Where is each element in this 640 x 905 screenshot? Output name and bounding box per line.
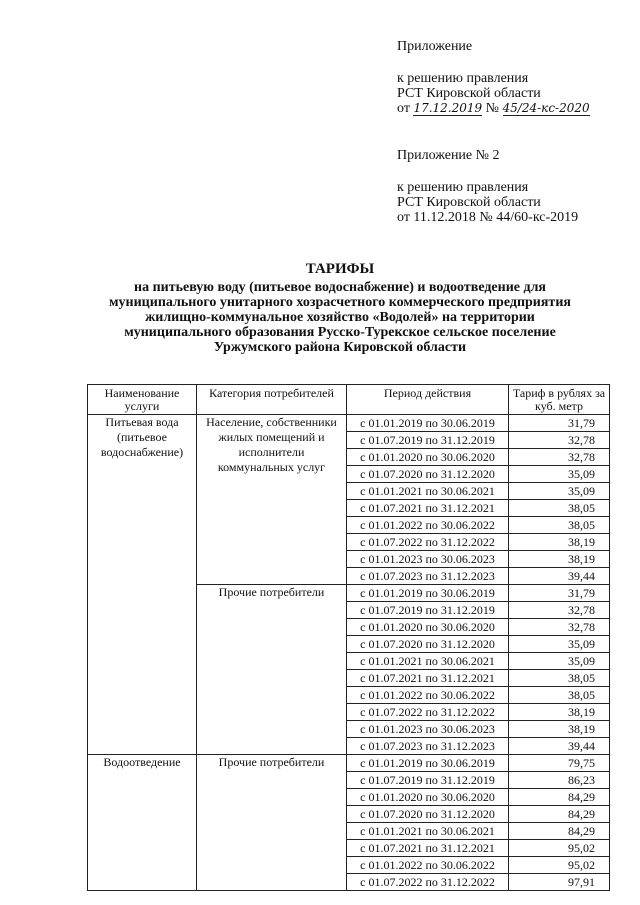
header-tariff: Тариф в рублях за куб. метр	[509, 385, 610, 415]
tariff-cell: 38,05	[509, 687, 610, 704]
tariff-cell: 32,78	[509, 602, 610, 619]
period-cell: с 01.01.2023 по 30.06.2023	[347, 551, 509, 568]
period-cell: с 01.07.2022 по 31.12.2022	[347, 534, 509, 551]
period-cell: с 01.01.2020 по 30.06.2020	[347, 789, 509, 806]
period-cell: с 01.07.2020 по 31.12.2020	[347, 636, 509, 653]
period-cell: с 01.01.2019 по 30.06.2019	[347, 755, 509, 772]
tariff-cell: 35,09	[509, 466, 610, 483]
category-cell: Прочие потребители	[197, 755, 347, 891]
tariff-cell: 79,75	[509, 755, 610, 772]
period-cell: с 01.07.2019 по 31.12.2019	[347, 772, 509, 789]
header-category: Категория потребителей	[197, 385, 347, 415]
tariff-cell: 35,09	[509, 483, 610, 500]
tariff-cell: 38,05	[509, 670, 610, 687]
title-line: на питьевую воду (питьевое водоснабжение) и водоотведение для	[134, 280, 546, 295]
tariff-cell: 84,29	[509, 789, 610, 806]
period-cell: с 01.07.2021 по 31.12.2021	[347, 840, 509, 857]
tariff-cell: 86,23	[509, 772, 610, 789]
service-cell: Питьевая вода (питьевое водоснабжение)	[88, 415, 197, 755]
tariff-cell: 38,19	[509, 534, 610, 551]
appendix2-label: Приложение № 2	[397, 148, 500, 163]
period-cell: с 01.07.2022 по 31.12.2022	[347, 874, 509, 891]
authority-line: РСТ Кировской области	[397, 195, 541, 210]
document-title	[60, 262, 620, 355]
tariff-cell: 38,05	[509, 500, 610, 517]
tariff-table	[87, 384, 610, 891]
appendix-label: Приложение	[397, 39, 473, 54]
tariff-cell: 38,05	[509, 517, 610, 534]
header-service: Наименование услуги	[88, 385, 197, 415]
tariff-cell: 32,78	[509, 449, 610, 466]
period-cell: с 01.07.2022 по 31.12.2022	[347, 704, 509, 721]
period-cell: с 01.01.2022 по 30.06.2022	[347, 857, 509, 874]
header-period: Период действия	[347, 385, 509, 415]
period-cell: с 01.07.2019 по 31.12.2019	[347, 602, 509, 619]
tariff-cell: 84,29	[509, 806, 610, 823]
period-cell: с 01.01.2020 по 30.06.2020	[347, 619, 509, 636]
table-header-row	[88, 385, 610, 415]
period-cell: с 01.07.2020 по 31.12.2020	[347, 806, 509, 823]
title-main: ТАРИФЫ	[305, 261, 375, 277]
handwritten-date: 17.12.2019	[413, 101, 483, 115]
table-row	[88, 415, 610, 432]
title-subtitle	[60, 280, 620, 355]
title-line: жилищно-коммунальное хозяйство «Водолей» на территории	[145, 310, 535, 325]
period-cell: с 01.01.2019 по 30.06.2019	[347, 585, 509, 602]
tariff-cell: 84,29	[509, 823, 610, 840]
title-line: муниципального образования Русско-Турекское сельское поселение	[124, 325, 556, 340]
tariff-cell: 39,44	[509, 738, 610, 755]
tariff-cell: 35,09	[509, 636, 610, 653]
tariff-cell: 39,44	[509, 568, 610, 585]
appendix2-header	[397, 148, 578, 225]
title-line: Уржумского района Кировской области	[213, 340, 467, 355]
decision-line: к решению правления	[397, 71, 529, 86]
service-cell: Водоотведение	[88, 755, 197, 891]
period-cell: с 01.01.2022 по 30.06.2022	[347, 517, 509, 534]
period-cell: с 01.07.2019 по 31.12.2019	[347, 432, 509, 449]
from-prefix: от	[397, 101, 410, 116]
period-cell: с 01.01.2023 по 30.06.2023	[347, 721, 509, 738]
appendix-header	[397, 39, 590, 116]
period-cell: с 01.07.2021 по 31.12.2021	[347, 670, 509, 687]
period-cell: с 01.01.2021 по 30.06.2021	[347, 653, 509, 670]
tariff-cell: 32,78	[509, 619, 610, 636]
period-cell: с 01.07.2020 по 31.12.2020	[347, 466, 509, 483]
table-body	[88, 415, 610, 891]
period-cell: с 01.01.2021 по 30.06.2021	[347, 483, 509, 500]
tariff-cell: 95,02	[509, 857, 610, 874]
table-row	[88, 755, 610, 772]
category-cell: Население, собственники жилых помещений и исполнители коммунальных услуг	[197, 415, 347, 585]
tariff-cell: 35,09	[509, 653, 610, 670]
decision-line: к решению правления	[397, 180, 529, 195]
period-cell: с 01.07.2021 по 31.12.2021	[347, 500, 509, 517]
authority-line: РСТ Кировской области	[397, 86, 541, 101]
tariff-cell: 32,78	[509, 432, 610, 449]
period-cell: с 01.01.2021 по 30.06.2021	[347, 823, 509, 840]
period-cell: с 01.07.2023 по 31.12.2023	[347, 568, 509, 585]
period-cell: с 01.01.2020 по 30.06.2020	[347, 449, 509, 466]
handwritten-number: 45/24-кс-2020	[502, 101, 590, 115]
tariff-cell: 38,19	[509, 704, 610, 721]
period-cell: с 01.01.2019 по 30.06.2019	[347, 415, 509, 432]
tariff-cell: 31,79	[509, 415, 610, 432]
number-prefix: №	[485, 101, 500, 116]
decree-ref-line	[397, 101, 590, 116]
tariff-cell: 97,91	[509, 874, 610, 891]
title-line: муниципального унитарного хозрасчетного коммерческого предприятия	[109, 295, 571, 310]
category-cell: Прочие потребители	[197, 585, 347, 755]
tariff-cell: 38,19	[509, 551, 610, 568]
period-cell: с 01.07.2023 по 31.12.2023	[347, 738, 509, 755]
tariff-cell: 95,02	[509, 840, 610, 857]
decree-ref-line: от 11.12.2018 № 44/60-кс-2019	[397, 210, 579, 225]
tariff-cell: 38,19	[509, 721, 610, 738]
tariff-cell: 31,79	[509, 585, 610, 602]
period-cell: с 01.01.2022 по 30.06.2022	[347, 687, 509, 704]
